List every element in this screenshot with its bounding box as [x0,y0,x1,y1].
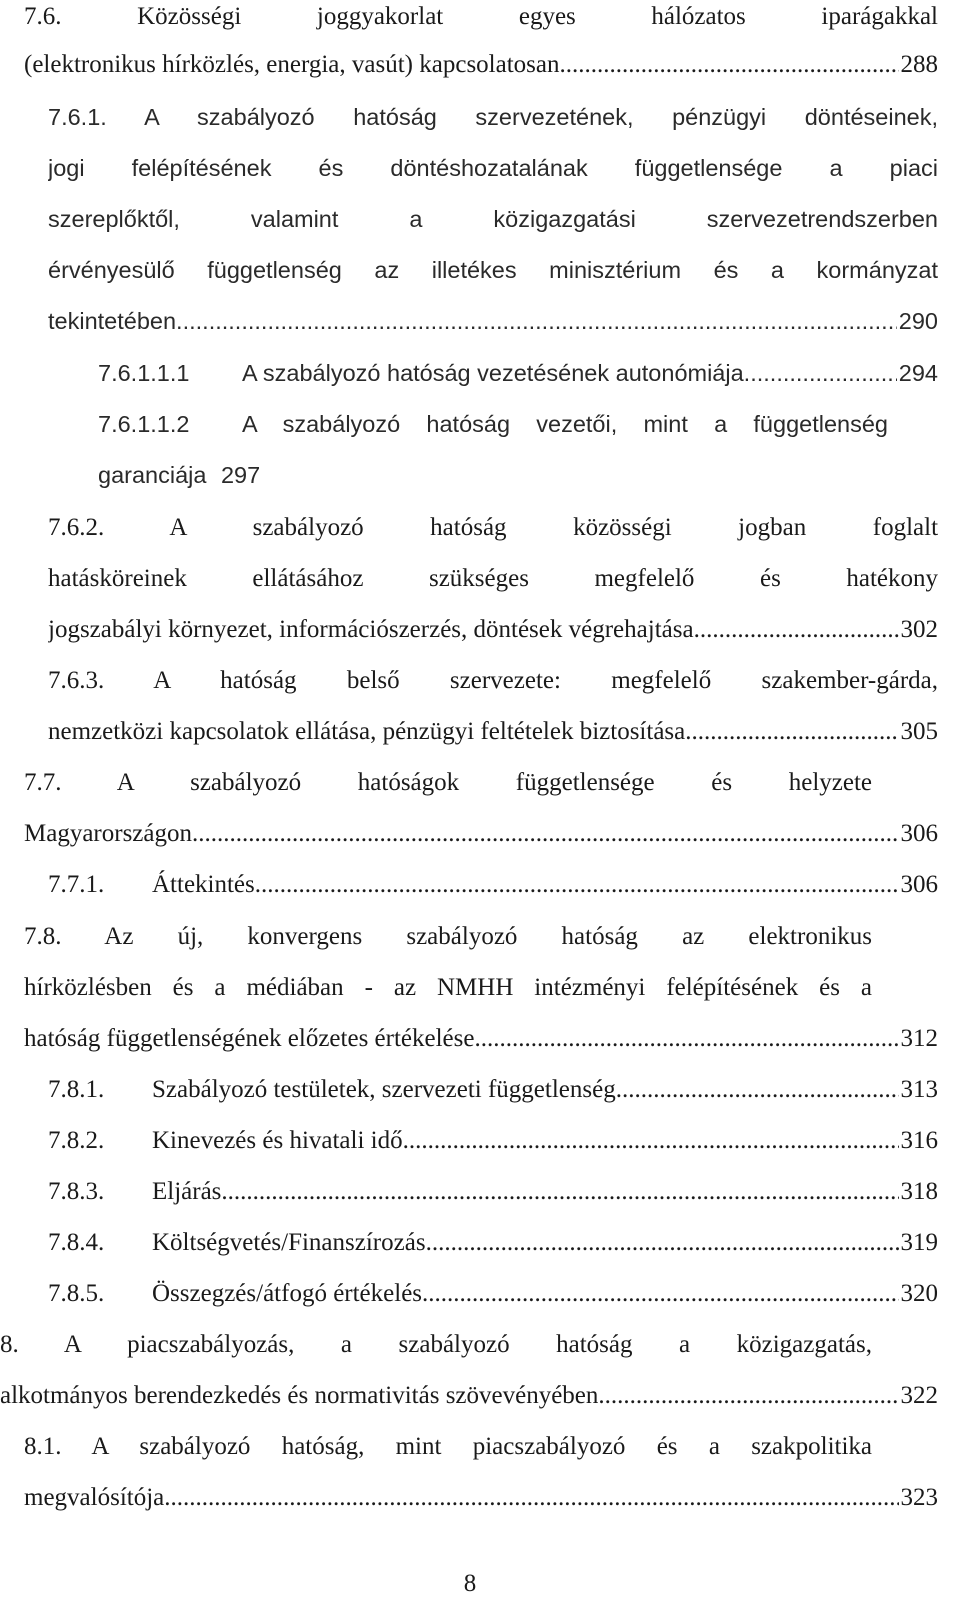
toc-text: A szabályozó hatóság közösségi jogban foglalt [169,514,938,541]
toc-text: megvalósítója [24,1484,165,1511]
page-ref: 297 [220,462,261,488]
toc-text: A szabályozó hatóság, mint piacszabályozó és a szakpolitika [91,1433,872,1460]
toc-entry-8-1-line2[interactable] [24,1481,938,1515]
toc-entry-7-6-1-line4: érvényesülő függetlenség az illetékes minisztérium és a kormányzat [48,257,938,283]
toc-text: alkotmányos berendezkedés és normativitás szövevényében [0,1382,599,1409]
toc-entry-7-8-1[interactable] [48,1073,938,1107]
toc-entry-7-6-1-line1 [48,100,938,134]
toc-text: hatóság függetlenségének előzetes értékelése [24,1025,475,1052]
toc-entry-7-8-2[interactable] [48,1124,938,1158]
toc-text: tekintetében. [48,308,183,334]
toc-text: (elektronikus hírközlés, energia, vasút) kapcsolatosan [24,51,560,78]
page-ref: 305 [900,718,938,745]
leader-dots [255,868,899,902]
toc-entry-7-6-1-1-2-line2[interactable] [98,458,498,492]
toc-text: Magyarországon [24,820,192,847]
toc-entry-8-line1: 8. A piacszabályozás, a szabályozó hatóság a közigazgatás, [0,1331,872,1358]
toc-entry-7-8-line2: hírközlésben és a médiában - az NMHH intézményi felépítésének és a [24,974,872,1001]
leader-dots [422,1277,898,1311]
toc-text: nemzetközi kapcsolatok ellátása, pénzügyi feltételek biztosítása [48,718,686,745]
page-ref: 322 [900,1382,938,1409]
toc-text: Szabályozó testületek, szervezeti függetlenség [152,1076,616,1103]
page-ref: 302 [900,616,938,643]
page-ref: 316 [900,1127,938,1154]
toc-entry-7-6-line1: 7.6. Közösségi joggyakorlat egyes hálózatos iparágakkal [24,3,938,30]
leader-dots [164,1481,898,1515]
toc-entry-7-6-1-line3: szereplőktől, valamint a közigazgatási szervezetrendszerben [48,206,938,232]
toc-text: A szabályozó hatóság vezetésének autonómiája [242,360,744,386]
toc-number: 7.6.2. [48,514,105,541]
toc-text: jogszabályi környezet, információszerzés, döntések végrehajtása [48,616,694,643]
toc-number: 7.7.1. [48,871,105,898]
toc-text: A szabályozó hatóság vezetői, mint a függetlenség [242,411,888,437]
leader-dots [183,304,897,338]
toc-entry-7-6-2-line1 [48,511,938,545]
page-ref: 313 [900,1076,938,1103]
toc-number: 7.8.4. [48,1229,105,1256]
toc-number: 7.8.2. [48,1127,105,1154]
toc-entry-7-6-1-1-2-line1 [98,407,888,441]
toc-number: 7.6.1.1.2 [98,411,190,437]
toc-text: Költségvetés/Finanszírozás [152,1229,426,1256]
toc-number: 7.8.5. [48,1280,105,1307]
toc-number: 7.6.1.1.1 [98,360,190,386]
toc-entry-7-6-2-line2: hatásköreinek ellátásához szükséges megfelelő és hatékony [48,565,938,592]
toc-text: Áttekintés [152,871,255,898]
toc-number: 8.1. [24,1433,62,1460]
toc-entry-7-6-1-1-1[interactable] [98,356,938,390]
toc-entry-8-line2[interactable] [0,1379,938,1413]
toc-entry-7-8-4[interactable] [48,1226,938,1260]
toc-entry-7-8-5[interactable] [48,1277,938,1311]
toc-number: 7.6.3. [48,667,105,694]
toc-entry-7-6-1-line5[interactable] [48,304,938,338]
toc-entry-7-6-3-line2[interactable] [48,715,938,749]
page-ref: 288 [900,51,938,78]
toc-text: A hatóság belső szervezete: megfelelő szakember-gárda, [153,667,938,694]
toc-entry-7-6-line2[interactable] [24,48,938,82]
toc-entry-7-6-2-line3[interactable] [48,613,938,647]
toc-entry-7-8-3[interactable] [48,1175,938,1209]
leader-dots [560,48,899,82]
page-ref: 318 [900,1178,938,1205]
toc-entry-7-7-line2[interactable] [24,817,938,851]
toc-entry-7-6-1-line2: jogi felépítésének és döntéshozatalának függetlensége a piaci [48,155,938,181]
leader-dots [192,817,899,851]
toc-text: Összegzés/átfogó értékelés [152,1280,423,1307]
leader-dots [616,1073,899,1107]
page-ref: 312 [900,1025,938,1052]
page-number: 8 [463,1570,477,1597]
toc-number: 7.8.1. [48,1076,105,1103]
toc-entry-7-8-line1: 7.8. Az új, konvergens szabályozó hatóság az elektronikus [24,923,872,950]
toc-number: 7.6.1. [48,104,107,130]
page-ref: 320 [900,1280,938,1307]
leader-dots [221,1175,898,1209]
toc-number: 7.8.3. [48,1178,105,1205]
page-ref: 319 [900,1229,938,1256]
toc-text: A szabályozó hatóság szervezetének, pénzügyi döntéseinek, [144,104,938,130]
toc-entry-7-7-1[interactable] [48,868,938,902]
toc-text: Eljárás [152,1178,222,1205]
toc-text: garanciája [98,462,207,488]
page-ref: 306 [900,820,938,847]
toc-entry-8-1-line1 [24,1430,872,1464]
toc-entry-7-6-3-line1 [48,664,938,698]
toc-text: Kinevezés és hivatali idő [152,1127,403,1154]
leader-dots [744,356,897,390]
page-ref: 294 [898,360,938,386]
page-ref: 290 [898,308,938,334]
toc-entry-7-7-line1: 7.7. A szabályozó hatóságok függetlensége és helyzete [24,769,872,796]
leader-dots [403,1124,899,1158]
toc-entry-7-8-line3[interactable] [24,1022,938,1056]
leader-dots [694,613,899,647]
leader-dots [474,1022,898,1056]
leader-dots [685,715,898,749]
leader-dots [598,1379,898,1413]
page-ref: 306 [900,871,938,898]
leader-dots [426,1226,899,1260]
page-ref: 323 [900,1484,938,1511]
